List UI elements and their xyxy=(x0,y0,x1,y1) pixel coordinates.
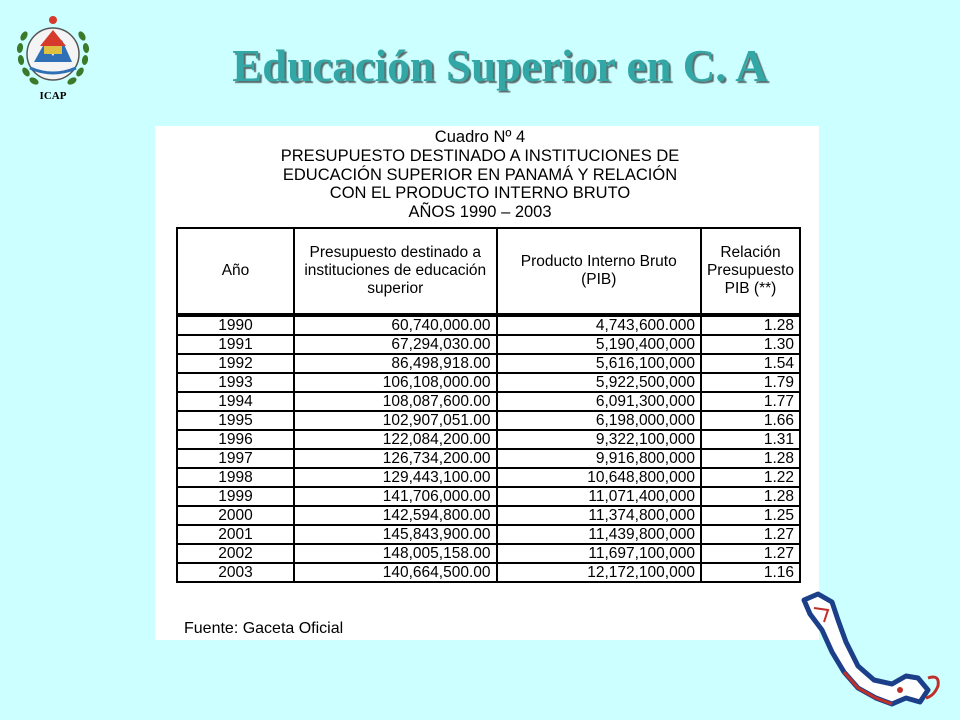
table-row xyxy=(177,487,800,506)
cell-year: 1991 xyxy=(177,335,294,354)
cell-budget: 122,084,200.00 xyxy=(294,430,497,449)
table-row xyxy=(177,506,800,525)
cell-budget: 126,734,200.00 xyxy=(294,449,497,468)
cell-pib: 12,172,100,000 xyxy=(497,563,701,582)
table-caption xyxy=(155,128,805,222)
logo-caption: ICAP xyxy=(39,90,67,102)
cell-ratio: 1.25 xyxy=(701,506,800,525)
cell-pib: 5,616,100,000 xyxy=(497,354,701,373)
cell-year: 1996 xyxy=(177,430,294,449)
cell-year: 1995 xyxy=(177,411,294,430)
cell-year: 1990 xyxy=(177,315,294,335)
central-america-map-graphic xyxy=(788,580,960,720)
caption-line: EDUCACIÓN SUPERIOR EN PANAMÁ Y RELACIÓN xyxy=(282,165,678,184)
cell-pib: 11,439,800,000 xyxy=(497,525,701,544)
cell-budget: 140,664,500.00 xyxy=(294,563,497,582)
table-row xyxy=(177,544,800,563)
cell-year: 2003 xyxy=(177,563,294,582)
cell-budget: 142,594,800.00 xyxy=(294,506,497,525)
cell-ratio: 1.27 xyxy=(701,525,800,544)
header-ratio: Relación Presupuesto PIB (**) xyxy=(701,228,800,315)
cell-pib: 6,198,000,000 xyxy=(497,411,701,430)
cell-year: 1992 xyxy=(177,354,294,373)
cell-year: 1993 xyxy=(177,373,294,392)
table-row xyxy=(177,315,800,335)
header-budget: Presupuesto destinado a instituciones de educación superior xyxy=(294,228,497,315)
cell-year: 1999 xyxy=(177,487,294,506)
cell-year: 1997 xyxy=(177,449,294,468)
table-row xyxy=(177,392,800,411)
cell-pib: 9,322,100,000 xyxy=(497,430,701,449)
header-pib: Producto Interno Bruto (PIB) xyxy=(497,228,701,315)
table-row xyxy=(177,373,800,392)
table-panel xyxy=(155,126,819,640)
cell-year: 1994 xyxy=(177,392,294,411)
cell-ratio: 1.54 xyxy=(701,354,800,373)
caption-line: PRESUPUESTO DESTINADO A INSTITUCIONES DE xyxy=(280,146,680,165)
cell-pib: 10,648,800,000 xyxy=(497,468,701,487)
cell-ratio: 1.28 xyxy=(701,449,800,468)
cell-year: 2002 xyxy=(177,544,294,563)
cell-budget: 86,498,918.00 xyxy=(294,354,497,373)
cell-pib: 11,374,800,000 xyxy=(497,506,701,525)
caption-line: CON EL PRODUCTO INTERNO BRUTO xyxy=(329,184,631,203)
cell-pib: 11,697,100,000 xyxy=(497,544,701,563)
cell-budget: 141,706,000.00 xyxy=(294,487,497,506)
cell-pib: 11,071,400,000 xyxy=(497,487,701,506)
cell-ratio: 1.27 xyxy=(701,544,800,563)
cell-year: 2001 xyxy=(177,525,294,544)
cell-pib: 5,922,500,000 xyxy=(497,373,701,392)
cell-ratio: 1.77 xyxy=(701,392,800,411)
table-row xyxy=(177,525,800,544)
cell-budget: 106,108,000.00 xyxy=(294,373,497,392)
cell-pib: 5,190,400,000 xyxy=(497,335,701,354)
slide-title: Educación Superior en C. A xyxy=(232,41,768,91)
table-row xyxy=(177,354,800,373)
cell-ratio: 1.16 xyxy=(701,563,800,582)
cell-budget: 102,907,051.00 xyxy=(294,411,497,430)
table-row xyxy=(177,430,800,449)
cell-ratio: 1.28 xyxy=(701,315,800,335)
cell-budget: 148,005,158.00 xyxy=(294,544,497,563)
cell-pib: 6,091,300,000 xyxy=(497,392,701,411)
cell-ratio: 1.22 xyxy=(701,468,800,487)
cell-budget: 60,740,000.00 xyxy=(294,315,497,335)
budget-table xyxy=(176,227,801,583)
cell-ratio: 1.31 xyxy=(701,430,800,449)
caption-line: AÑOS 1990 – 2003 xyxy=(408,203,552,222)
cell-budget: 145,843,900.00 xyxy=(294,525,497,544)
source-note: Fuente: Gaceta Oficial xyxy=(184,620,344,637)
table-header-row xyxy=(177,228,800,315)
table-row xyxy=(177,335,800,354)
table-row xyxy=(177,563,800,582)
cell-ratio: 1.30 xyxy=(701,335,800,354)
cell-year: 1998 xyxy=(177,468,294,487)
cell-pib: 9,916,800,000 xyxy=(497,449,701,468)
cell-budget: 108,087,600.00 xyxy=(294,392,497,411)
table-row xyxy=(177,449,800,468)
cell-budget: 67,294,030.00 xyxy=(294,335,497,354)
table-row xyxy=(177,411,800,430)
cell-budget: 129,443,100.00 xyxy=(294,468,497,487)
cell-ratio: 1.66 xyxy=(701,411,800,430)
cell-ratio: 1.28 xyxy=(701,487,800,506)
caption-line: Cuadro Nº 4 xyxy=(434,128,526,146)
header-year: Año xyxy=(177,228,294,315)
cell-year: 2000 xyxy=(177,506,294,525)
table-row xyxy=(177,468,800,487)
cell-ratio: 1.79 xyxy=(701,373,800,392)
cell-pib: 4,743,600.000 xyxy=(497,315,701,335)
